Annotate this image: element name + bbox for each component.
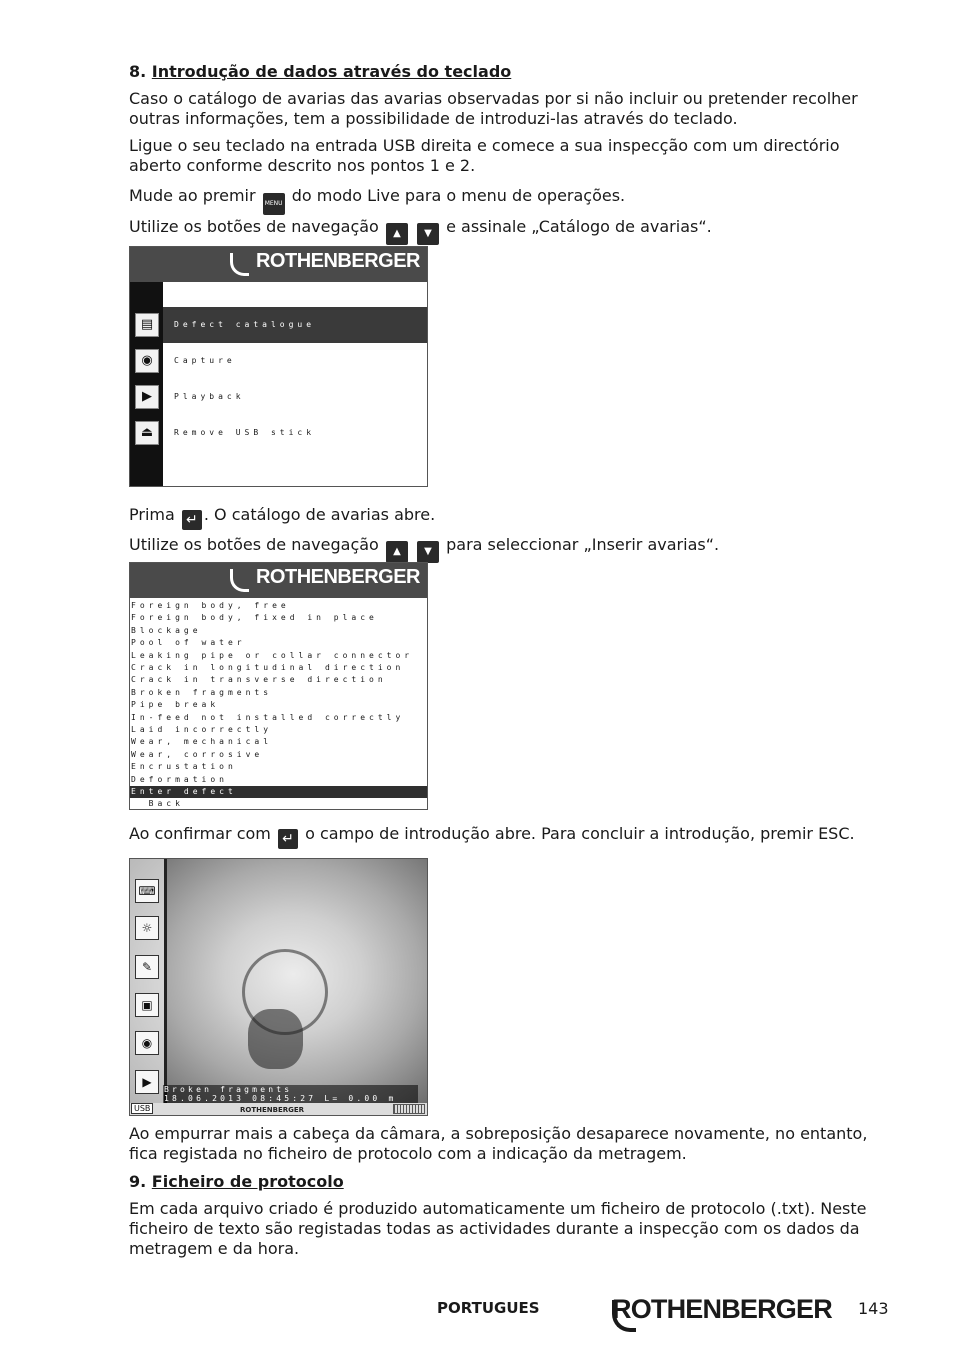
text: para seleccionar „Inserir avarias“. [446,535,720,554]
text: Utilize os botões de navegação [129,217,379,236]
brand-logo: ROTHENBERGER [255,250,420,272]
nav-up-icon: ▲ [386,223,408,245]
text: do modo Live para o menu de operações. [291,186,626,205]
paragraph [129,535,889,563]
footer-language: PORTUGUES [437,1299,540,1317]
nav-down-icon: ▼ [417,541,439,563]
list-item-back[interactable]: Back [131,799,184,809]
defect-list [130,600,427,809]
list-item[interactable]: Wear, mechanical [131,737,273,747]
enter-key-icon: ↵ [182,510,202,530]
play-icon[interactable]: ▶ [135,1070,159,1094]
camera-icon[interactable]: ▣ [135,993,159,1017]
list-item[interactable]: Encrustation [131,762,237,772]
text: Utilize os botões de navegação [129,535,379,554]
list-item[interactable]: Blockage [131,625,202,635]
catalogue-icon: ▤ [135,313,159,337]
paragraph: Ligue o seu teclado na entrada USB direita e comece a sua inspecção com um directório aberto conforme descrito nos pontos 1 e 2. [129,136,840,175]
menu-item-label: Playback [174,392,245,401]
text: Ao confirmar com [129,824,271,843]
menu-item-capture[interactable] [163,343,427,379]
status-bar [130,1103,427,1115]
enter-key-icon: ↵ [278,829,298,849]
logo-bar [130,247,427,282]
edit-icon[interactable]: ✎ [135,955,159,979]
list-item[interactable]: Leaking pipe or collar connector [131,650,414,660]
overlay-timestamp: 18.06.2013 08:45:27 L= 0.00 m [164,1094,397,1103]
text-overlay [163,1085,418,1103]
light-icon[interactable]: ☼ [135,916,159,940]
menu-screen [129,246,428,487]
paragraph [129,505,889,530]
section-title: Ficheiro de protocolo [151,1172,344,1191]
paragraph [129,217,889,245]
list-item[interactable]: Pool of water [131,638,246,648]
list-item[interactable]: Laid incorrectly [131,725,273,734]
menu-item-playback[interactable] [163,379,427,415]
list-item[interactable]: Pipe break [131,700,220,710]
play-icon: ▶ [135,385,159,409]
paragraph: Em cada arquivo criado é produzido automaticamente um ficheiro de protocolo (.txt). Neste ficheiro de texto são registadas todas as actividades durante a inspecção com os dados da metragem e da hora. [129,1199,867,1258]
menu-item-defect-catalogue[interactable] [163,307,427,343]
section-9-heading [129,1172,889,1192]
section-title: Introdução de dados através do teclado [151,62,512,81]
record-icon[interactable]: ◉ [135,1031,159,1055]
paragraph [129,824,889,849]
defect-list-screen [129,562,428,810]
menu-item-label: Defect catalogue [174,320,316,329]
list-item[interactable]: Crack in transverse direction [131,675,387,685]
brand-hook-icon [230,253,249,276]
menu-item-label: Remove USB stick [174,428,316,437]
section-number: 9. [129,1172,147,1191]
paragraph: Caso o catálogo de avarias das avarias observadas por si não incluir ou pretender recolher outras informações, tem a possibilidade de introduzi-las através do teclado. [129,89,858,128]
menu-item-label: Capture [174,356,236,365]
list-item[interactable]: Wear, corrosive [131,749,264,759]
mini-brand-logo: ROTHENBERGER [240,1106,305,1114]
pipe-debris [248,1009,303,1069]
list-item[interactable]: In-feed not installed correctly [131,712,405,722]
keyboard-icon[interactable]: ⌨ [135,879,159,903]
text: Mude ao premir [129,186,256,205]
list-item-selected[interactable]: Enter defect [130,786,427,798]
divider [164,859,167,1115]
usb-indicator: USB [131,1103,153,1114]
brand-logo: ROTHENBERGER [255,566,420,588]
usb-icon: ⏏ [135,421,159,445]
list-item[interactable]: Broken fragments [131,687,273,697]
text: e assinale „Catálogo de avarias“. [446,217,712,236]
camera-live-screen [129,858,428,1116]
brand-hook-icon [230,569,249,592]
nav-down-icon: ▼ [417,223,439,245]
record-icon: ◉ [135,349,159,373]
footer-brand-logo: ROTHENBERGER [612,1294,832,1324]
paragraph: Ao empurrar mais a cabeça da câmara, a sobreposição desaparece novamente, no entanto, fica registada no ficheiro de protocolo com a indicação da metragem. [129,1124,868,1163]
section-8-heading [129,62,889,82]
text: Prima [129,505,175,524]
menu-item-remove-usb[interactable] [163,415,427,451]
text: o campo de introdução abre. Para concluir a introdução, premir ESC. [305,824,855,843]
list-item[interactable]: Foreign body, fixed in place [131,613,378,623]
list-item[interactable]: Foreign body, free [131,601,290,610]
list-item[interactable]: Crack in longitudinal direction [131,663,405,672]
section-number: 8. [129,62,147,81]
menu-key-icon [263,193,285,215]
battery-icon [393,1104,425,1114]
nav-up-icon: ▲ [386,541,408,563]
overlay-defect-text: Broken fragments [164,1085,293,1094]
text: . O catálogo de avarias abre. [203,505,436,524]
logo-bar [130,563,427,598]
page-number: 143 [858,1299,889,1318]
paragraph [129,186,889,215]
key-label: MENU [264,200,283,207]
list-item[interactable]: Deformation [131,774,228,784]
